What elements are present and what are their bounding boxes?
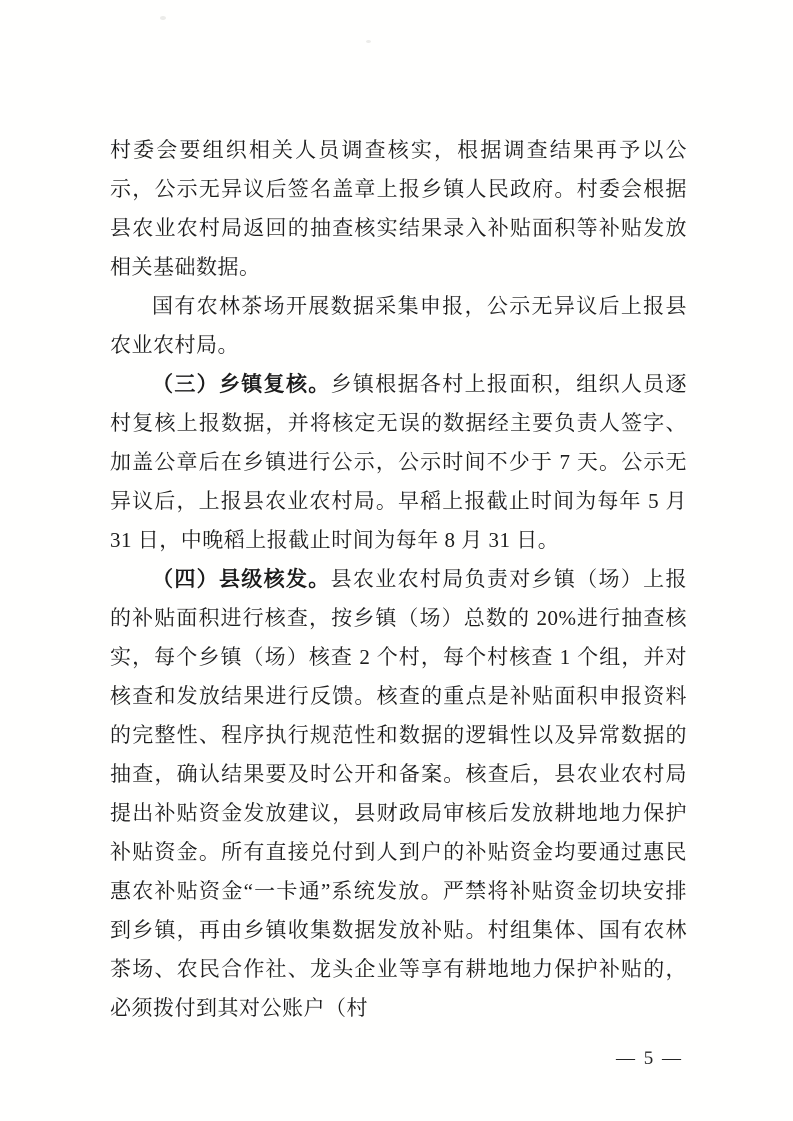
paragraph-text: 乡镇根据各村上报面积，组织人员逐村复核上报数据，并将核定无误的数据经主要负责人签字、加盖公章后在乡镇进行公示，公示时间不少于 7 天。公示无异议后，上报县农业农村局。早稻上报截止时间为每年 5 月 31 日，中晚稻上报截止时间为每年 8 月 31 日。 — [110, 372, 687, 552]
document-body — [110, 131, 687, 1028]
paragraph-text: 县农业农村局负责对乡镇（场）上报的补贴面积进行核查，按乡镇（场）总数的 20%进行抽查核实，每个乡镇（场）核查 2 个村，每个村核查 1 个组，并对核查和发放结果进行反馈。核查的重点是补贴面积申报资料的完整性、程序执行规范性和数据的逻辑性以及异常数据的抽查，确认结果要及时公开和备案。核查后，县农业农村局提出补贴资金发放建议，县财政局审核后发放耕地地力保护补贴资金。所有直接兑付到人到户的补贴资金均要通过惠民惠农补贴资金“一卡通”系统发放。严禁将补贴资金切块安排到乡镇，再由乡镇收集数据发放补贴。村组集体、国有农林茶场、农民合作社、龙头企业等享有耕地地力保护补贴的，必须拨付到其对公账户（村 — [110, 567, 687, 1020]
section-heading-township-review: （三）乡镇复核。 — [152, 373, 331, 396]
paragraph-county-verification — [110, 560, 687, 1028]
paragraph-text: 国有农林茶场开展数据采集申报，公示无异议后上报县农业农村局。 — [110, 294, 687, 357]
section-heading-county-verification: （四）县级核发。 — [152, 568, 331, 591]
scan-artifact — [366, 40, 371, 43]
paragraph-continuation — [110, 131, 687, 287]
page-number: — 5 — — [616, 1048, 683, 1069]
paragraph-state-farms — [110, 287, 687, 365]
scan-artifact — [160, 16, 166, 20]
paragraph-township-review — [110, 365, 687, 560]
paragraph-text: 村委会要组织相关人员调查核实，根据调查结果再予以公示，公示无异议后签名盖章上报乡镇人民政府。村委会根据县农业农村局返回的抽查核实结果录入补贴面积等补贴发放相关基础数据。 — [110, 138, 687, 279]
